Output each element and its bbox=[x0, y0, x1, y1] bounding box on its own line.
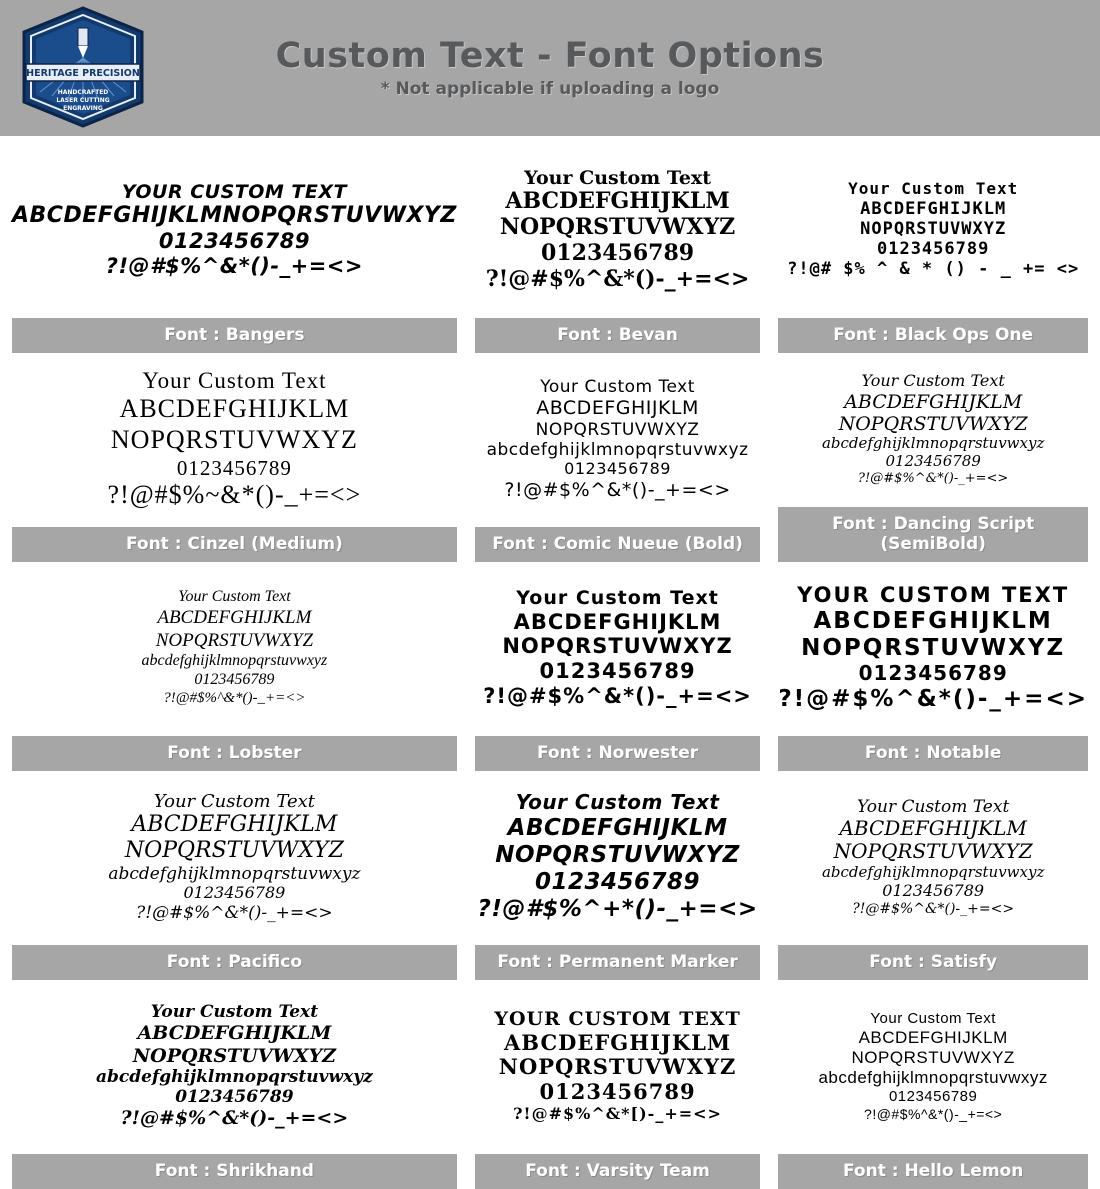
font-sample-preview bbox=[778, 980, 1088, 1154]
font-option-card[interactable] bbox=[475, 771, 761, 980]
font-sample-line: NOPQRSTUVWXYZ bbox=[851, 1047, 1015, 1067]
font-option-card[interactable] bbox=[12, 353, 457, 562]
font-sample-line: YOUR CUSTOM TEXT bbox=[494, 1008, 741, 1031]
font-sample-line: Your Custom Text bbox=[870, 1009, 996, 1027]
font-sample-line: abcdefghijklmnopqrstuvwxyz bbox=[108, 864, 361, 885]
font-sample-preview bbox=[778, 144, 1088, 318]
font-option-card[interactable] bbox=[475, 980, 761, 1189]
page-subtitle: * Not applicable if uploading a logo bbox=[380, 79, 720, 100]
font-sample-line: ABCDEFGHIJKLM bbox=[505, 188, 730, 215]
font-option-card[interactable] bbox=[778, 771, 1088, 980]
font-sample-line: Your Custom Text bbox=[142, 368, 327, 394]
font-sample-line: ABCDEFGHIJKLMNOPQRSTUVWXYZ bbox=[12, 203, 457, 229]
font-sample-line: ABCDEFGHIJKLM bbox=[536, 397, 699, 420]
font-sample-preview bbox=[12, 771, 457, 945]
font-sample-line: abcdefghijklmnopqrstuvwxyz bbox=[96, 1067, 373, 1088]
font-sample-line: abcdefghijklmnopqrstuvwxyz bbox=[821, 434, 1045, 453]
font-sample-line: ?!@#$%^&*()-_+=<> bbox=[852, 900, 1015, 917]
font-sample-preview bbox=[12, 562, 457, 736]
font-sample-line: ?!@#$%^&*()-_+=<> bbox=[136, 903, 333, 923]
font-sample-preview bbox=[475, 353, 761, 527]
font-name-label: Font : Permanent Marker bbox=[475, 945, 761, 980]
font-name-label: Font : Dancing Script (SemiBold) bbox=[778, 507, 1088, 562]
font-sample-line: NOPQRSTUVWXYZ bbox=[535, 419, 700, 440]
font-option-card[interactable] bbox=[778, 353, 1088, 562]
font-sample-line: 0123456789 bbox=[882, 880, 985, 900]
font-name-label: Font : Notable bbox=[778, 736, 1088, 771]
font-name-label: Font : Lobster bbox=[12, 736, 457, 771]
font-sample-line: 0123456789 bbox=[858, 661, 1008, 686]
font-sample-line: ?!@#$%^&*()-_+=<> bbox=[105, 254, 363, 279]
font-sample-line: abcdefghijklmnopqrstuvwxyz bbox=[821, 863, 1045, 882]
font-name-label: Font : Pacifico bbox=[12, 945, 457, 980]
font-sample-line: ABCDEFGHIJKLM bbox=[507, 814, 728, 841]
font-name-label: Font : Bevan bbox=[475, 318, 761, 353]
font-name-label: Font : Norwester bbox=[475, 736, 761, 771]
brand-tagline-2: LASER CUTTING bbox=[56, 97, 110, 104]
font-sample-preview bbox=[778, 771, 1088, 945]
font-sample-line: 0123456789 bbox=[885, 452, 981, 471]
font-sample-line: Your Custom Text bbox=[540, 377, 695, 398]
font-sample-line: 0123456789 bbox=[564, 458, 671, 478]
font-sample-line: NOPQRSTUVWXYZ bbox=[499, 214, 736, 241]
font-sample-line: abcdefghijklmnopqrstuvwxyz bbox=[486, 439, 749, 460]
font-sample-line: abcdefghijklmnopqrstuvwxyz bbox=[141, 652, 328, 670]
font-name-label: Font : Comic Nueue (Bold) bbox=[475, 527, 761, 562]
font-sample-line: NOPQRSTUVWXYZ bbox=[860, 219, 1007, 240]
font-option-card[interactable] bbox=[475, 353, 761, 562]
font-sample-line: ?!@#$%^&*()-_+=<> bbox=[485, 266, 750, 293]
font-sample-line: ABCDEFGHIJKLM bbox=[131, 812, 338, 838]
font-sample-line: Your Custom Text bbox=[153, 790, 315, 812]
font-sample-line: ?!@#$%^&*()-_+=<> bbox=[163, 689, 306, 706]
font-sample-line: ABCDEFGHIJKLM bbox=[844, 390, 1023, 413]
font-name-label: Font : Hello Lemon bbox=[778, 1154, 1088, 1189]
font-sample-line: ABCDEFGHIJKLM bbox=[157, 607, 312, 629]
font-sample-line: 0123456789 bbox=[535, 868, 701, 895]
font-name-label: Font : Black Ops One bbox=[778, 318, 1088, 353]
brand-tagline-3: ENGRAVING bbox=[63, 105, 103, 112]
font-sample-line: ?!@#$%^+*()-_+=<> bbox=[477, 895, 758, 922]
page-title: Custom Text - Font Options bbox=[275, 35, 825, 76]
font-sample-line: ABCDEFGHIJKLM bbox=[513, 609, 722, 634]
font-sample-line: NOPQRSTUVWXYZ bbox=[502, 634, 733, 659]
font-sample-preview bbox=[475, 562, 761, 736]
font-sample-line: YOUR CUSTOM TEXT bbox=[121, 181, 347, 204]
font-sample-line: Your Custom Text bbox=[524, 166, 712, 189]
font-sample-line: ?!@#$%^&*()-_+=<> bbox=[120, 1107, 349, 1130]
font-name-label: Font : Bangers bbox=[12, 318, 457, 353]
font-sample-line: NOPQRSTUVWXYZ bbox=[132, 1044, 337, 1067]
font-sample-line: 0123456789 bbox=[194, 671, 275, 688]
font-sample-line: 0123456789 bbox=[175, 1087, 294, 1108]
font-sample-line: Your Custom Text bbox=[516, 587, 719, 610]
font-sample-line: ABCDEFGHIJKLM bbox=[504, 1029, 732, 1055]
font-sample-line: 0123456789 bbox=[541, 240, 695, 267]
brand-logo bbox=[18, 6, 148, 128]
font-sample-line: Your Custom Text bbox=[848, 179, 1019, 199]
font-sample-line: ?!@#$%~&*()-_+=<> bbox=[107, 480, 362, 510]
font-sample-line: NOPQRSTUVWXYZ bbox=[801, 635, 1066, 662]
font-option-card[interactable] bbox=[12, 980, 457, 1189]
font-sample-line: Your Custom Text bbox=[861, 370, 1005, 390]
font-sample-line: NOPQRSTUVWXYZ bbox=[124, 838, 344, 864]
font-option-card[interactable] bbox=[12, 771, 457, 980]
font-sample-line: Your Custom Text bbox=[178, 588, 291, 606]
font-sample-line: ABCDEFGHIJKLM bbox=[119, 394, 350, 424]
font-sample-preview bbox=[475, 771, 761, 945]
font-name-label: Font : Shrikhand bbox=[12, 1154, 457, 1189]
font-sample-line: ABCDEFGHIJKLM bbox=[813, 607, 1053, 634]
font-sample-line: ?!@#$%^&*()-_+=<> bbox=[778, 685, 1088, 712]
font-option-card[interactable] bbox=[778, 980, 1088, 1189]
font-sample-line: NOPQRSTUVWXYZ bbox=[155, 629, 314, 651]
font-sample-line: ?!@#$%^&*()-_+=<> bbox=[864, 1105, 1003, 1122]
font-option-card[interactable] bbox=[778, 562, 1088, 771]
brand-name: HERITAGE PRECISION bbox=[26, 68, 140, 79]
font-sample-line: NOPQRSTUVWXYZ bbox=[110, 424, 358, 454]
font-sample-line: 0123456789 bbox=[539, 1079, 696, 1105]
font-sample-line: 0123456789 bbox=[183, 883, 286, 903]
font-option-card[interactable] bbox=[778, 144, 1088, 353]
font-sample-line: 0123456789 bbox=[539, 659, 696, 684]
font-option-card[interactable] bbox=[475, 144, 761, 353]
font-sample-line: ?!@#$%^&*[)-_+=<> bbox=[513, 1103, 722, 1123]
font-sample-line: NOPQRSTUVWXYZ bbox=[833, 839, 1033, 864]
font-option-card[interactable] bbox=[12, 144, 457, 353]
font-sample-line: ABCDEFGHIJKLM bbox=[137, 1022, 332, 1045]
font-sample-preview bbox=[778, 353, 1088, 507]
font-sample-line: YOUR CUSTOM TEXT bbox=[797, 583, 1070, 608]
font-name-label: Font : Cinzel (Medium) bbox=[12, 527, 457, 562]
font-sample-line: NOPQRSTUVWXYZ bbox=[838, 413, 1028, 436]
font-sample-line: ?!@#$%^&*()-_+=<> bbox=[483, 683, 752, 708]
page-header bbox=[0, 0, 1100, 136]
font-options-grid bbox=[0, 136, 1100, 1189]
brand-tagline-1: HANDCRAFTED bbox=[57, 89, 109, 96]
font-sample-line: abcdefghijklmnopqrstuvwxyz bbox=[818, 1067, 1048, 1087]
font-sample-line: 0123456789 bbox=[888, 1087, 978, 1105]
font-sample-preview bbox=[475, 980, 761, 1154]
font-sample-preview bbox=[475, 144, 761, 318]
font-sample-line: Your Custom Text bbox=[857, 796, 1010, 817]
font-sample-line: 0123456789 bbox=[158, 229, 310, 254]
font-sample-line: Your Custom Text bbox=[150, 1002, 319, 1023]
font-option-card[interactable] bbox=[12, 562, 457, 771]
font-sample-line: 0123456789 bbox=[176, 455, 292, 480]
font-sample-preview bbox=[12, 144, 457, 318]
font-sample-preview bbox=[12, 980, 457, 1154]
font-sample-line: ?!@# $% ^ & * () - _ += <> bbox=[787, 259, 1080, 280]
font-sample-line: NOPQRSTUVWXYZ bbox=[498, 1054, 737, 1080]
font-sample-line: ABCDEFGHIJKLM bbox=[858, 1027, 1008, 1047]
font-sample-line: ?!@#$%^&*()-_+=<> bbox=[504, 478, 731, 501]
font-sample-line: NOPQRSTUVWXYZ bbox=[495, 841, 740, 868]
font-sample-line: ABCDEFGHIJKLM bbox=[860, 199, 1007, 220]
font-name-label: Font : Satisfy bbox=[778, 945, 1088, 980]
font-name-label: Font : Varsity Team bbox=[475, 1154, 761, 1189]
font-sample-line: Your Custom Text bbox=[515, 789, 720, 814]
font-option-card[interactable] bbox=[475, 562, 761, 771]
font-sample-preview bbox=[12, 353, 457, 527]
font-sample-line: 0123456789 bbox=[876, 239, 990, 260]
font-sample-line: ABCDEFGHIJKLM bbox=[839, 815, 1027, 840]
font-sample-preview bbox=[778, 562, 1088, 736]
font-sample-line: ?!@#$%^&*()-_+=<> bbox=[858, 470, 1009, 486]
